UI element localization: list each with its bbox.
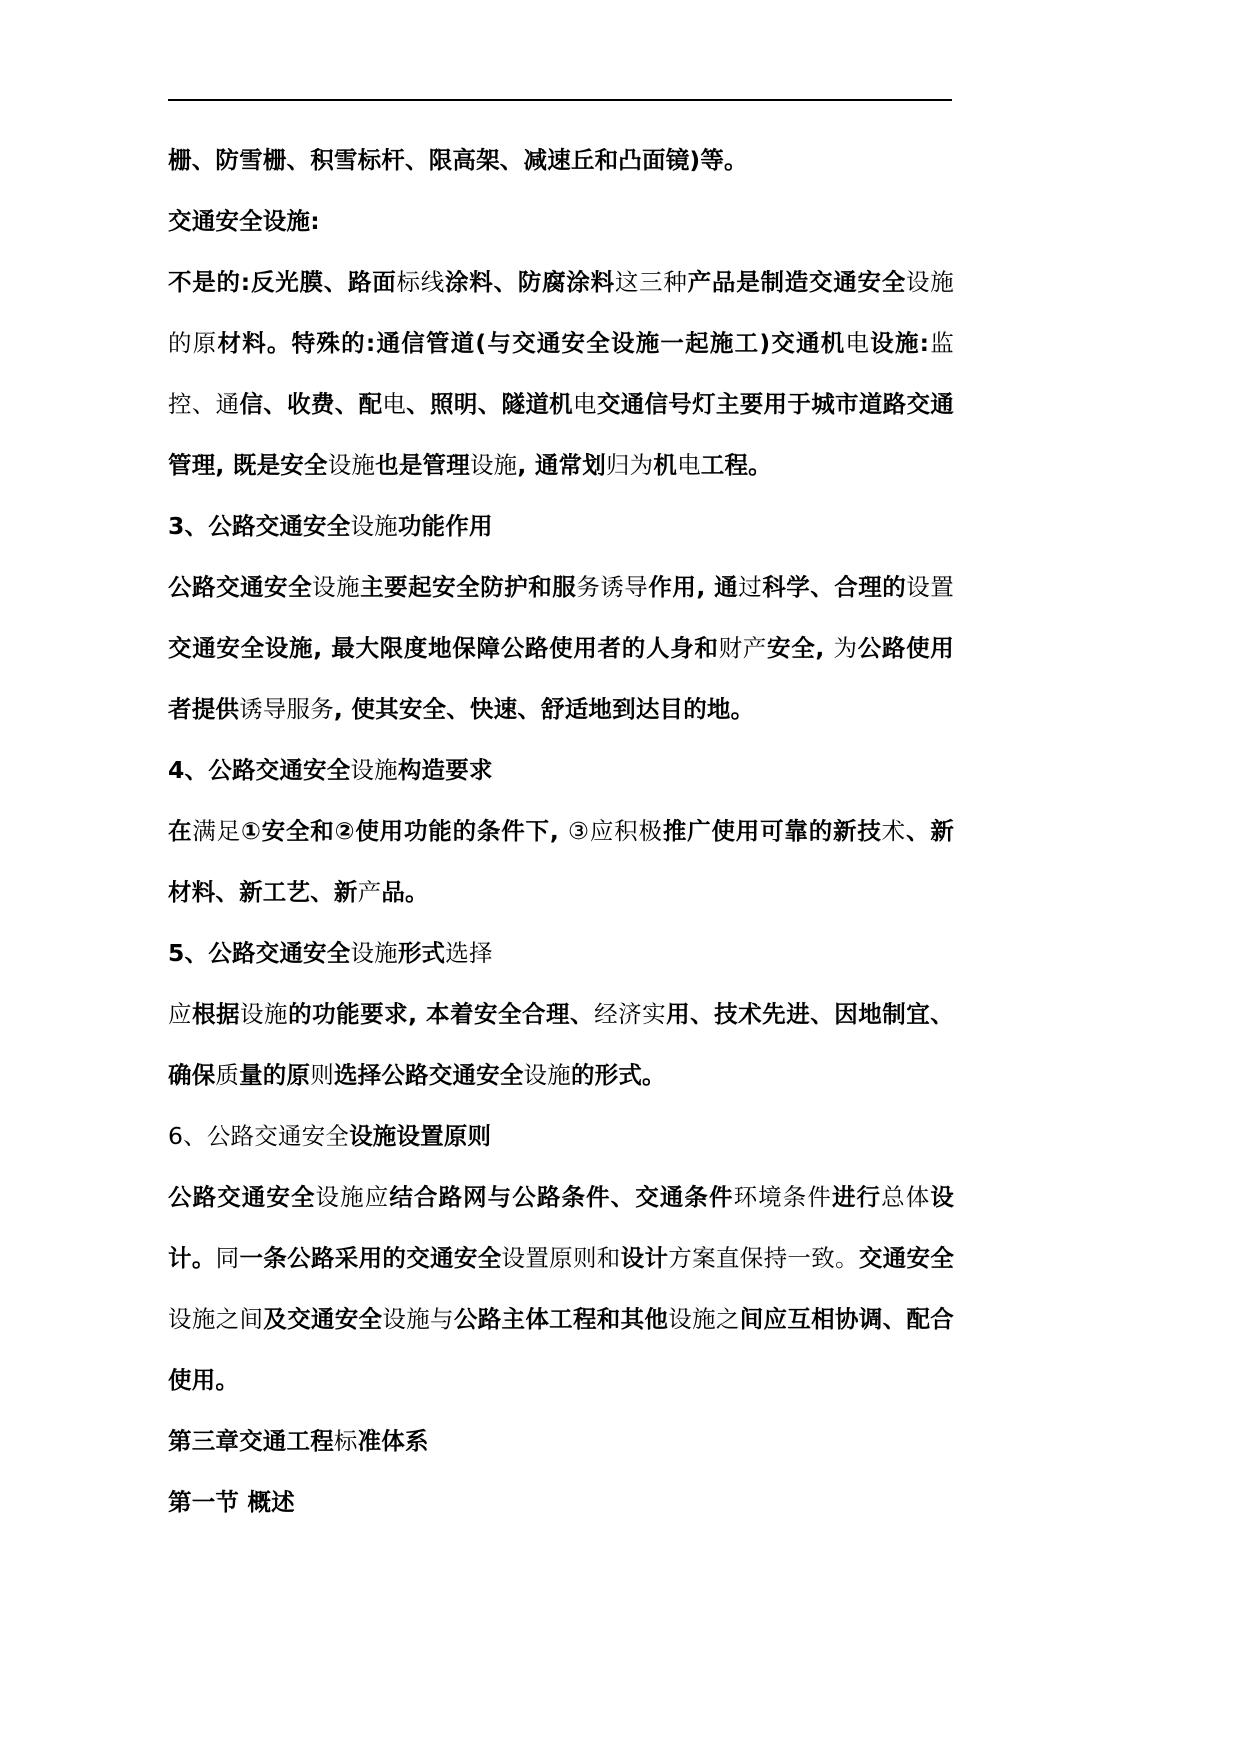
text-run: 电 — [677, 451, 701, 479]
text-run: 科学、合理的 — [762, 573, 907, 601]
text-run: 、照明、隧道机 — [406, 390, 573, 418]
text-run: 公路主体工程和其他 — [453, 1305, 669, 1333]
text-run: 、新材料、新工艺、新 — [168, 817, 955, 906]
heading-item-4 — [168, 740, 954, 801]
text-run: 产品是制造交通安全 — [687, 268, 907, 296]
text-run: 设置 — [906, 573, 955, 601]
text-run: 设施与 — [382, 1305, 454, 1333]
text-run: 及交通安全 — [263, 1305, 383, 1333]
text-run: 6、公路交通安全 — [168, 1122, 350, 1150]
text-run: 进行 — [831, 1183, 882, 1211]
text-run: 设施 — [350, 939, 398, 967]
paragraph-item-3-body — [168, 557, 954, 740]
heading-section-1 — [168, 1472, 954, 1533]
text-run: 、配合使用。 — [168, 1305, 954, 1394]
text-run: 设施设置原则 — [349, 1122, 492, 1150]
text-run: 4、公路交通安全 — [168, 756, 351, 784]
text-run: 归为 — [605, 451, 654, 479]
text-run: 主要起安全防护和服 — [360, 573, 577, 601]
text-run: 构造要求 — [397, 756, 493, 784]
text-run: 财产 — [718, 634, 767, 662]
text-run: 导服务 — [262, 695, 334, 723]
text-run: 作用, 通 — [648, 573, 739, 601]
text-run: 设施 — [350, 512, 398, 540]
text-run: 总体 — [881, 1183, 931, 1211]
text-run: 3、公路交通安全 — [168, 512, 351, 540]
text-run: 诱 — [239, 695, 263, 723]
text-run: 设施 — [469, 451, 518, 479]
text-run: 涂料、防腐涂料 — [445, 268, 615, 296]
text-run: ①安全和②使用功能的条件下, — [240, 817, 568, 845]
text-run: , 通常划 — [517, 451, 606, 479]
text-run: 第三章交通工程 — [168, 1427, 334, 1455]
paragraph-item-5-body — [168, 984, 954, 1106]
text-run: 设置原则和 — [501, 1244, 621, 1272]
text-run: 设施 — [312, 573, 361, 601]
text-run: 的功能要求, 本着安全合理、 — [288, 1000, 595, 1028]
text-run: 产 — [357, 878, 382, 906]
paragraph-item-6-body — [168, 1167, 954, 1411]
text-run: 交通安全 — [858, 1244, 955, 1272]
text-run: 信、收费、配 — [239, 390, 383, 418]
text-run: 全 — [304, 451, 328, 479]
text-run: 间应互相协调 — [739, 1305, 883, 1333]
text-run: 材料。特殊的: — [217, 329, 376, 357]
text-run: 经济实 — [594, 1000, 667, 1028]
text-run: 一条公路采用的交通安全 — [239, 1244, 502, 1272]
text-run: 监控、通 — [168, 329, 955, 418]
text-run: 设施: — [870, 329, 930, 357]
text-run: 选择 — [445, 939, 493, 967]
text-run: 交通安全 — [168, 634, 265, 662]
text-run: 术 — [881, 817, 906, 845]
text-run: 设计。 — [168, 1183, 955, 1272]
text-run: 5、公路交通安全 — [168, 939, 351, 967]
paragraph-not-facilities — [168, 252, 954, 496]
text-run: 公路交通安全 — [168, 573, 313, 601]
text-run: 安全, — [767, 634, 834, 662]
text-run: 方案直保持一致。 — [668, 1244, 859, 1272]
text-run: 机 — [653, 451, 678, 479]
text-run: 设施 — [350, 756, 398, 784]
text-run: 结合路网与公路条件、交通条件 — [389, 1183, 734, 1211]
text-run: 为 — [833, 634, 858, 662]
text-run: 栅、防雪栅、积雪标杆、限高架、减速丘和凸面镜)等。 — [168, 146, 748, 174]
text-run: 标 — [333, 1427, 358, 1455]
text-run: 品。 — [381, 878, 429, 906]
text-run: ③应积极 — [567, 817, 663, 845]
text-run: 电 — [382, 390, 407, 418]
text-run: 通信管道(与交通安全设施一起施工)交通机 — [375, 329, 846, 357]
heading-item-5 — [168, 923, 954, 984]
text-run: 过 — [738, 573, 763, 601]
text-run: 第一节 概述 — [168, 1488, 295, 1516]
heading-traffic-safety-facilities — [168, 191, 954, 252]
paragraph-item-4-body — [168, 801, 954, 923]
text-run: 不是的:反光膜、路面 — [168, 268, 397, 296]
text-run: 交通信号灯主要用于城市道路交通管理, 既是安 — [168, 390, 955, 479]
text-run: 公路使用者提供 — [168, 634, 954, 723]
text-run: 电 — [572, 390, 597, 418]
text-run: 务诱导 — [576, 573, 649, 601]
paragraph-continuation — [168, 130, 954, 191]
text-run: 交通安全设施: — [168, 207, 320, 235]
text-run: 量的原 — [239, 1061, 311, 1089]
text-run: 应 — [168, 1000, 193, 1028]
heading-item-3 — [168, 496, 954, 557]
text-run: 环境条件 — [733, 1183, 832, 1211]
text-run: 标线 — [396, 268, 446, 296]
text-run: 形式 — [397, 939, 446, 967]
text-run: , 最大限度地保障公路使用者的人身和 — [313, 634, 719, 662]
text-run: 这三种 — [614, 268, 688, 296]
text-run: 设施应 — [315, 1183, 390, 1211]
text-run: 设施 — [264, 634, 314, 662]
document-body — [168, 130, 954, 1533]
text-run: 满足 — [192, 817, 241, 845]
text-run: 的形式。 — [570, 1061, 666, 1089]
text-run: 设施 — [327, 451, 376, 479]
text-run: 推广使用可靠的新技 — [662, 817, 882, 845]
text-run: 质 — [215, 1061, 240, 1089]
heading-chapter-3 — [168, 1411, 954, 1472]
text-run: 公路交通安全 — [381, 1061, 524, 1089]
text-run: 在 — [168, 817, 193, 845]
text-run: 设计 — [620, 1244, 669, 1272]
text-run: 设施 — [523, 1061, 571, 1089]
header-divider-rule — [168, 99, 952, 101]
text-run: 设施 — [240, 1000, 289, 1028]
text-run: 工程。 — [700, 451, 772, 479]
text-run: 公路交通安全 — [168, 1183, 316, 1211]
text-run: 功能作用 — [397, 512, 493, 540]
text-run: 电 — [845, 329, 871, 357]
text-run: 设施之间 — [168, 1305, 264, 1333]
text-run: 设施之 — [668, 1305, 740, 1333]
text-run: 同 — [215, 1244, 240, 1272]
text-run: 则 — [310, 1061, 334, 1089]
text-run: 设施的原 — [168, 268, 954, 357]
heading-item-6 — [168, 1106, 954, 1167]
text-run: 用、技术先进、因地制宜、确保 — [168, 1000, 954, 1089]
text-run: 根据 — [192, 1000, 241, 1028]
text-run: 准体系 — [357, 1427, 429, 1455]
text-run: 也是管理 — [375, 451, 470, 479]
text-run: 选择 — [333, 1061, 382, 1089]
text-run: , 使其安全、快速、舒适地到达目的地。 — [333, 695, 755, 723]
